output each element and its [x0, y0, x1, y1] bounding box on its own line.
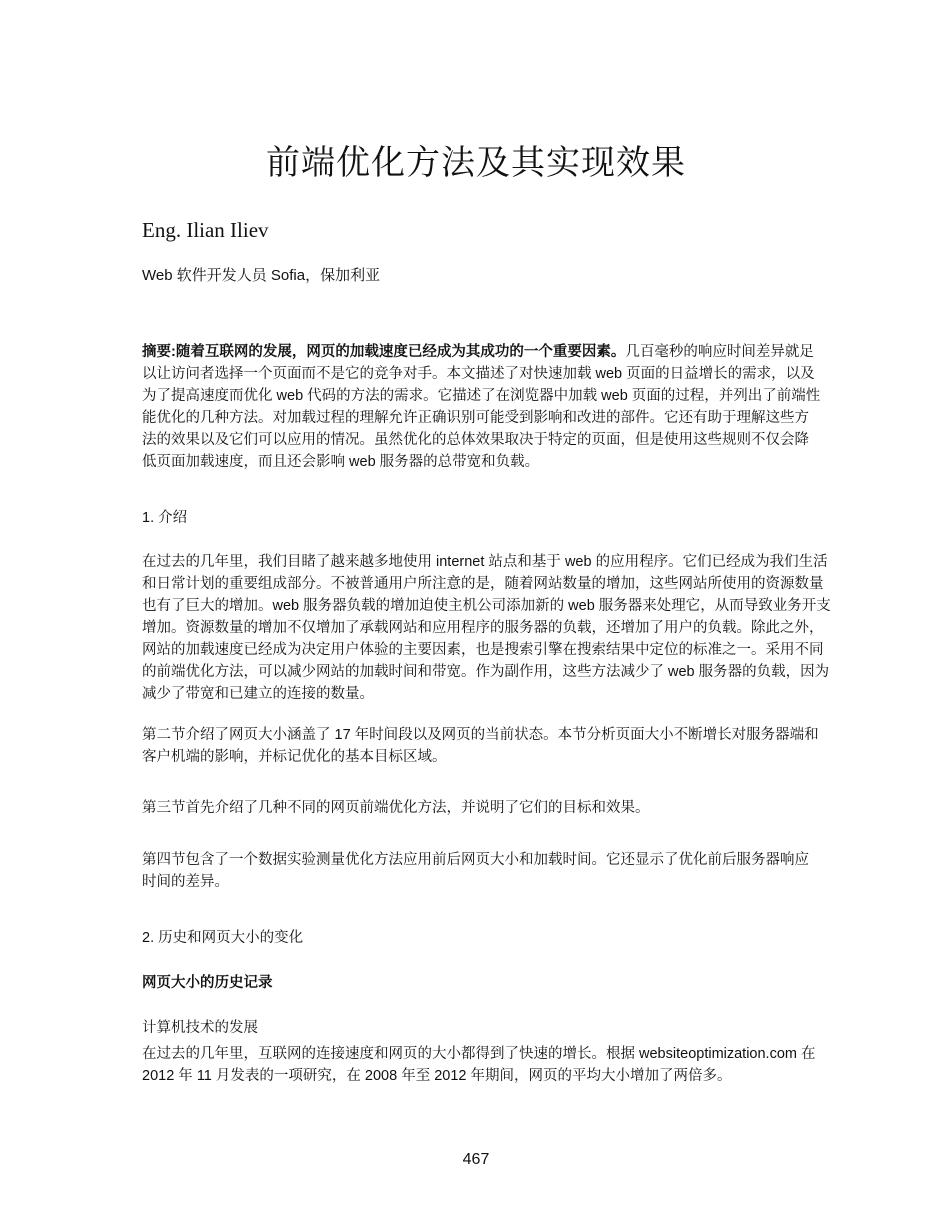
section-1-heading: 1. 介绍 — [142, 510, 188, 526]
page-number: 467 — [462, 1151, 490, 1168]
abstract-lead: 摘要:随着互联网的发展，网页的加载速度已经成为其成功的一个重要因素。 — [142, 344, 626, 360]
section-2-subheading: 网页大小的历史记录 — [142, 975, 273, 991]
author-name: Eng. Ilian Iliev — [142, 218, 269, 242]
section-1-paragraph-3: 第三节首先介绍了几种不同的网页前端优化方法，并说明了它们的目标和效果。 — [142, 800, 650, 816]
paper-title: 前端优化方法及其实现效果 — [266, 142, 686, 183]
section-2-heading: 2. 历史和网页大小的变化 — [142, 930, 304, 946]
section-1-paragraph-4: 第四节包含了一个数据实验测量优化方法应用前后网页大小和加载时间。它还显示了优化前后服务器响应时间的差异。 — [142, 852, 809, 890]
section-1-paragraph-1: 在过去的几年里，我们目睹了越来越多地使用 internet 站点和基于 web 的应用程序。它们已经成为我们生活和日常计划的重要组成部分。不被普通用户所注意的是，随着网站数量的增加，这些网站所使用的资源数量也有了巨大的增加。web 服务器负载的增加迫使主机公司添加新的 web 服务器来处理它，从而导致业务开支增加。资源数量的增加不仅增加了承载网站和应用程序的服务器的负载，还增加了用户的负载。除此之外，网站的加载速度已经成为决定用户体验的主要因素，也是搜索引擎在搜索结果中定位的标准之一。采用不同的前端优化方法，可以减少网站的加载时间和带宽。作为副作用，这些方法减少了 web 服务器的负载，因为减少了带宽和已建立的连接的数量。 — [142, 554, 831, 702]
author-affiliation: Web 软件开发人员 Sofia，保加利亚 — [142, 267, 381, 284]
abstract-body: 几百毫秒的响应时间差异就足以让访问者选择一个页面而不是它的竞争对手。本文描述了对快速加载 web 页面的日益增长的需求，以及为了提高速度而优化 web 代码的方法的需求。它描述了在浏览器中加载 web 页面的过程，并列出了前端性能优化的几种方法。对加载过程的理解允许正确识别可能受到影响和改进的部件。它还有助于理解这些方法的效果以及它们可以应用的情况。虽然优化的总体效果取决于特定的页面，但是使用这些规则不仅会降低页面加载速度，而且还会影响 web 服务器的总带宽和负载。 — [142, 344, 821, 470]
abstract — [142, 341, 822, 473]
section-2-subsubheading: 计算机技术的发展 — [142, 1020, 258, 1036]
section-2-paragraph: 在过去的几年里，互联网的连接速度和网页的大小都得到了快速的增长。根据 websiteoptimization.com 在 2012 年 11 月发表的一项研究，在 2008 年至 2012 年期间，网页的平均大小增加了两倍多。 — [142, 1046, 816, 1084]
section-1-paragraph-2: 第二节介绍了网页大小涵盖了 17 年时间段以及网页的当前状态。本节分析页面大小不断增长对服务器端和客户机端的影响，并标记优化的基本目标区域。 — [142, 727, 819, 765]
